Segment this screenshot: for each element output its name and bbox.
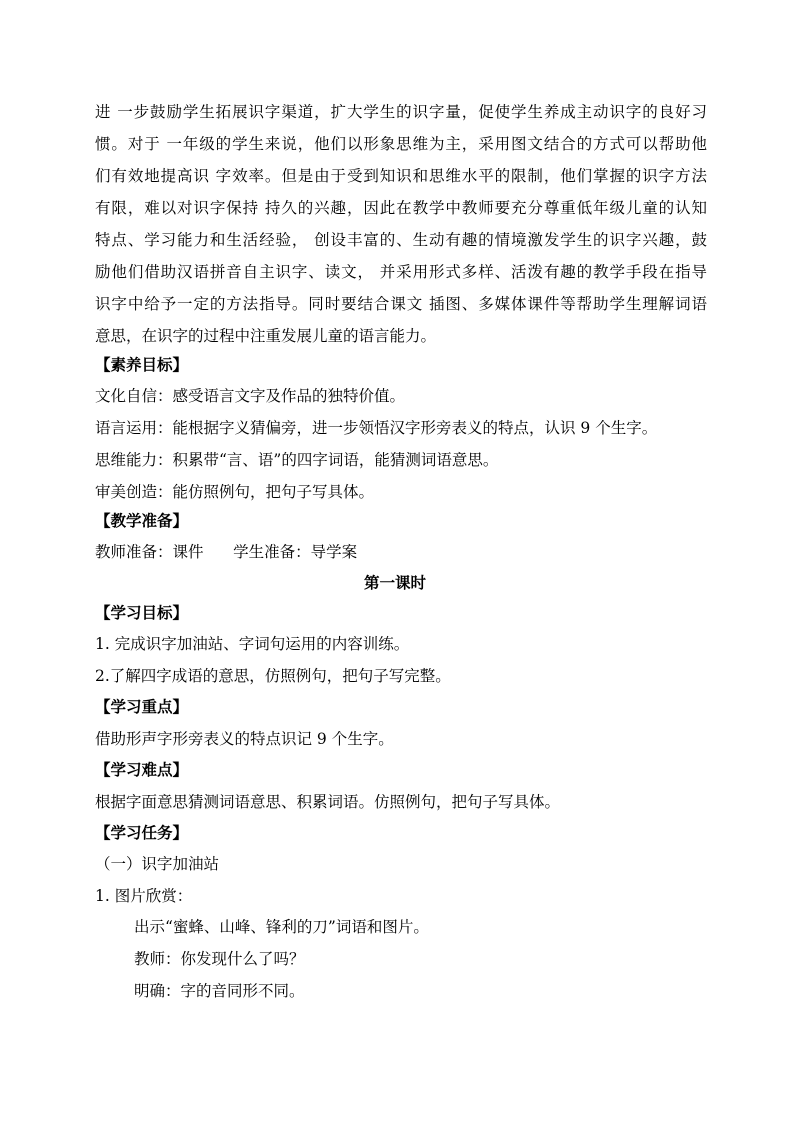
tasks-line: 明确：字的音同形不同。 bbox=[134, 982, 305, 1000]
literacy-goal-item: 审美创造：能仿照例句，把句子写具体。 bbox=[95, 483, 375, 501]
tasks-step: 1. 图片欣赏： bbox=[95, 887, 193, 905]
tasks-heading: 【学习任务】 bbox=[95, 823, 189, 842]
literacy-goal-item: 思维能力：积累带“言、语”的四字词语，能猜测词语意思。 bbox=[95, 451, 499, 469]
paragraph-line: 惯。对于 一年级的学生来说，他们以形象思维为主，采用图文结合的方式可以帮助他 bbox=[95, 135, 707, 153]
paragraph-line: 特点、学习能力和生活经验， 创设丰富的、生动有趣的情境激发学生的识字兴趣，鼓 bbox=[95, 231, 707, 249]
literacy-goals-heading: 【素养目标】 bbox=[95, 355, 189, 374]
tasks-line: 出示“蜜蜂、山峰、锋利的刀”词语和图片。 bbox=[134, 918, 429, 936]
key-points-text: 借助形声字形旁表义的特点识记 9 个生字。 bbox=[95, 730, 394, 748]
paragraph-line: 们有效地提高识 字效率。但是由于受到知识和思维水平的限制，他们掌握的识字方法 bbox=[95, 167, 707, 185]
paragraph-line: 意思，在识字的过程中注重发展儿童的语言能力。 bbox=[95, 327, 437, 345]
tasks-line: 教师：你发现什么了吗？ bbox=[134, 950, 305, 968]
key-points-heading: 【学习重点】 bbox=[95, 697, 189, 716]
difficulties-heading: 【学习难点】 bbox=[95, 760, 189, 779]
learning-goals-heading: 【学习目标】 bbox=[95, 603, 189, 622]
learning-goal-item: 1. 完成识字加油站、字词句运用的内容训练。 bbox=[95, 635, 410, 653]
teaching-prep-text: 教师准备：课件 学生准备：导学案 bbox=[95, 543, 358, 561]
paragraph-line: 进 一步鼓励学生拓展识字渠道，扩大学生的识字量，促使学生养成主动识字的良好习 bbox=[95, 103, 707, 121]
literacy-goal-item: 语言运用：能根据字义猜偏旁，进一步领悟汉字形旁表义的特点，认识 9 个生字。 bbox=[95, 419, 658, 437]
teaching-prep-heading: 【教学准备】 bbox=[95, 511, 189, 530]
paragraph-line: 励他们借助汉语拼音自主识字、读文， 并采用形式多样、活泼有趣的教学手段在指导 bbox=[95, 263, 707, 281]
literacy-goal-item: 文化自信：感受语言文字及作品的独特价值。 bbox=[95, 387, 406, 405]
learning-goal-item: 2.了解四字成语的意思，仿照例句，把句子写完整。 bbox=[95, 667, 451, 685]
difficulties-text: 根据字面意思猜测词语意思、积累词语。仿照例句，把句子写具体。 bbox=[95, 793, 561, 811]
tasks-section-title: （一）识字加油站 bbox=[95, 855, 220, 873]
paragraph-line: 识字中给予一定的方法指导。同时要结合课文 插图、多媒体课件等帮助学生理解词语 bbox=[95, 295, 707, 313]
paragraph-line: 有限，难以对识字保持 持久的兴趣，因此在教学中教师要充分尊重低年级儿童的认知 bbox=[95, 199, 707, 217]
lesson-title: 第一课时 bbox=[363, 573, 426, 592]
